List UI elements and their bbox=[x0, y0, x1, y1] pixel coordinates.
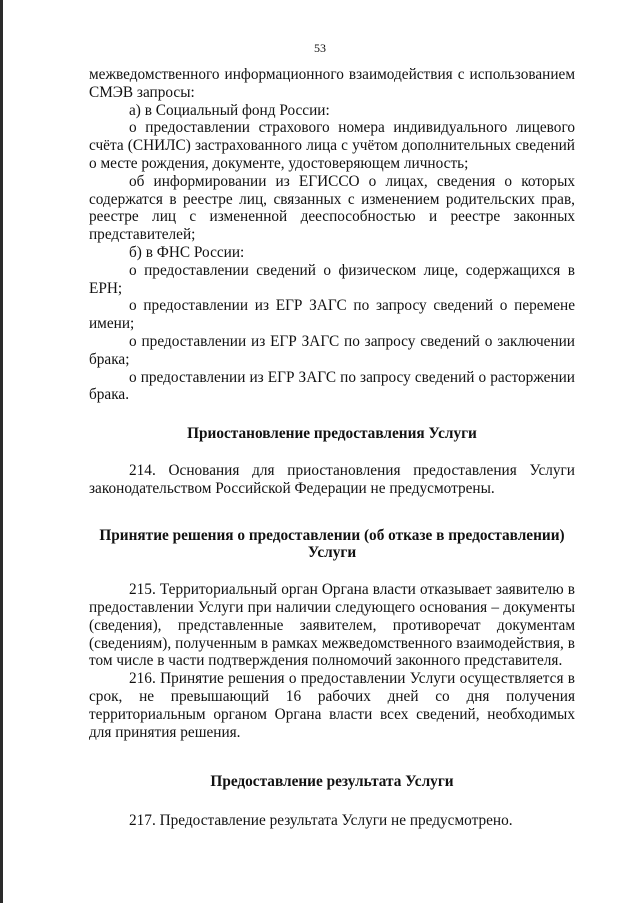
paragraph-214: 214. Основания для приостановления предоставления Услуги законодательством Российской Федерации не предусмотрены. bbox=[89, 461, 575, 497]
paragraph-215: 215. Территориальный орган Органа власти отказывает заявителю в предоставлении Услуги при наличии следующего основания – документы (сведения), представленные заявителем, противоречат документам (сведениям), полученным в рамках межведомственного взаимодействия, в том числе в части подтверждения полномочий законного представителя. bbox=[89, 581, 575, 670]
intro-continuation: межведомственного информационного взаимодействия с использованием СМЭВ запросы: bbox=[89, 66, 575, 101]
list-b-header: б) в ФНС России: bbox=[129, 243, 245, 261]
paragraph-217: 217. Предоставление результата Услуги не предусмотрено. bbox=[129, 812, 513, 830]
section-heading-result: Предоставление результата Услуги bbox=[210, 773, 454, 791]
section-heading-suspension: Приостановление предоставления Услуги bbox=[187, 425, 477, 443]
scan-edge bbox=[0, 0, 3, 903]
list-b-item: о предоставлении сведений о физическом лице, содержащихся в ЕРН; bbox=[89, 261, 575, 297]
page-number: 53 bbox=[314, 41, 326, 55]
section-heading-decision: Принятие решения о предоставлении (об отказе в предоставлении) Услуги bbox=[99, 526, 565, 562]
list-a-header: а) в Социальный фонд России: bbox=[129, 101, 330, 119]
list-b-item: о предоставлении из ЕГР ЗАГС по запросу сведений о расторжении брака. bbox=[89, 368, 575, 404]
list-a-item: о предоставлении страхового номера индивидуального лицевого счёта (СНИЛС) застрахованного лица с учётом дополнительных сведений о месте рождения, документе, удостоверяющем личность; bbox=[89, 119, 575, 172]
paragraph-216: 216. Принятие решения о предоставлении Услуги осуществляется в срок, не превышающий 16 рабочих дней со дня получения территориальным органом Органа власти всех сведений, необходимых для принятия решения. bbox=[89, 670, 575, 741]
document-body bbox=[89, 66, 575, 830]
list-a-item: об информировании из ЕГИССО о лицах, сведения о которых содержатся в реестре лиц, связанных с изменением родительских прав, реестре лиц с измененной дееспособностью и реестре законных представителей; bbox=[89, 172, 575, 244]
list-b-item: о предоставлении из ЕГР ЗАГС по запросу сведений о перемене имени; bbox=[89, 297, 575, 333]
list-b-item: о предоставлении из ЕГР ЗАГС по запросу сведений о заключении брака; bbox=[89, 332, 575, 368]
